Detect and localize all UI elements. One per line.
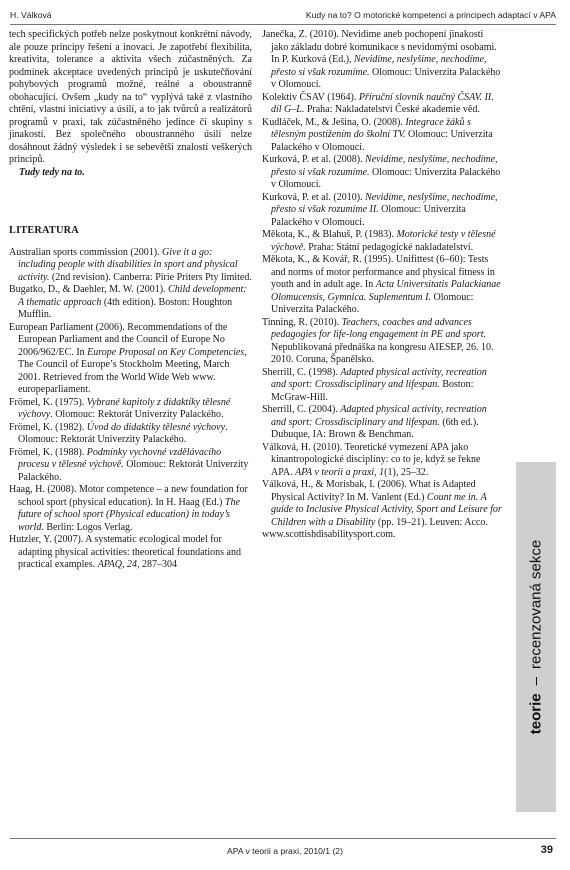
reference-text: Olomouc: Univerzita Palackého v Olomouci. <box>271 166 501 190</box>
reference-title: Úvod do didaktiky tělesné výchovy <box>86 421 226 433</box>
reference-text: Australian sports commission (2001). <box>9 246 163 258</box>
reference-text: Olomouc: Univerzita Palackého. <box>271 291 474 315</box>
reference-item <box>9 484 252 534</box>
section-label-dash: – <box>527 677 545 686</box>
reference-text: Bugatko, D., & Daehler, M. W. (2001). <box>9 284 169 295</box>
reference-item <box>9 284 252 322</box>
reference-text: Sherrill, C. (2004). <box>262 404 341 415</box>
reference-title: Podmínky vychovné vzdělávacího procesu v tělesné výchově. <box>18 446 222 470</box>
reference-item <box>262 229 502 254</box>
reference-text: . Olomouc: Rektorát Univerzity Palackého. <box>50 409 224 420</box>
section-label-rest: recenzovaná sekce <box>527 539 545 670</box>
reference-text: Kudláček, M., & Ješina, O. (2008). <box>262 116 406 128</box>
reference-text: Praha: Státní pedagogické nakladatelství. <box>305 241 474 253</box>
reference-item <box>9 422 252 447</box>
reference-text: Frömel, K. (1975). <box>9 396 87 408</box>
reference-item <box>9 322 252 397</box>
reference-item <box>262 529 502 542</box>
reference-item <box>262 192 502 230</box>
reference-text: Válková, H. (2010). Teoretické vymezení APA jako kinantropologické disciplíny: co to je, když se řekne APA. <box>262 441 481 478</box>
reference-title: Adapted physical activity, recreation and sport: Crossdisciplinary and lifespan. <box>271 404 487 428</box>
literature-heading: LITERATURA <box>9 225 79 236</box>
reference-text: Kurková, P. et al. (2008). <box>262 154 366 165</box>
reference-text: Praha: Nakladatelství České akademie věd. <box>304 104 480 115</box>
reference-item <box>262 117 502 155</box>
reference-item <box>262 367 502 405</box>
reference-title: Child development: A thematic approach <box>18 284 247 308</box>
reference-list-left <box>9 247 252 572</box>
reference-text: Berlin: Logos Verlag. <box>43 521 133 533</box>
closing-motto: Tudy tedy na to. <box>19 166 85 178</box>
reference-title: APA v teorii a praxi, 1 <box>295 466 385 478</box>
reference-title: Nevidíme, neslyšíme, nechodíme, přesto si však rozumíme. <box>271 154 498 178</box>
header-running-title: Kudy na to? O motorické kompetenci a principech adaptací v APA <box>305 10 556 20</box>
reference-text: 287–304 <box>139 559 177 570</box>
reference-item <box>262 254 502 317</box>
reference-text: Hutzler, Y. (2007). A systematic ecological model for adapting physical activities: theoretical foundations and practical examples. <box>9 534 241 570</box>
reference-text: (2nd revision). Canberra: Pirie Priters Pty limited. <box>49 271 252 283</box>
reference-item <box>9 534 252 572</box>
reference-text: Olomouc: Univerzita Palackého v Olomouci. <box>271 66 501 90</box>
reference-text: (1), 25–32. <box>384 466 429 478</box>
reference-item <box>262 404 502 442</box>
reference-text: Tinning, R. (2010). <box>262 316 342 328</box>
reference-text: (4th edition). Boston: Houghton Mufflin. <box>18 296 233 320</box>
reference-title: Europe Proposal on Key Competencies <box>87 346 245 358</box>
reference-title: The future of school sport (Physical education) in today’s world. <box>18 496 240 533</box>
reference-item <box>262 29 502 92</box>
reference-text: Frömel, K. (1982). <box>9 421 87 433</box>
reference-text: , The Council of Europe’s Stockholm Meeting, March 2001. Retrieved from the World Wide Web www. europeparliament. <box>18 346 247 395</box>
reference-text: Nepublikovaná přednáška na kongresu AIESEP, 26. 10. 2010. Coruna, Španělsko. <box>271 341 494 365</box>
reference-title: Motorické testy v tělesné výchově. <box>271 229 496 253</box>
reference-list-right <box>262 29 502 542</box>
closing-paragraph: tech specifických potřeb nelze poskytnout konkrétní návody, ale pouze principy řešení a inovací. Je zapotřebí flexibilita, kreativita, tolerance a aktivita všech zúčastněných. Za podmínek akceptace uvedených principů je uskutečňování pohybových programů možné, reálné a oboustranně obohacující. Ovšem „kudy na to“ vyplývá také z vlastního chtění, vlastní iniciativy a úsilí, a to jak tvůrců a realizátorů programů v praxi, tak zúčastněného jedince či skupiny s jinakostí. Bez společného oboustranného úsilí nelze dosáhnout žádný výsledek i se sebevětší znalostí veškerých principů. <box>9 29 252 165</box>
reference-text: Haag, H. (2008). Motor competence – a new foundation for school sport (physical education). In H. Haag (Ed.) <box>9 484 248 508</box>
reference-item <box>262 154 502 192</box>
left-column <box>9 29 252 572</box>
reference-text: (pp. 19–21). Leuven: Acco. <box>375 516 488 528</box>
reference-text: Měkota, K., & Blahuš, P. (1983). <box>262 229 397 240</box>
reference-item <box>262 442 502 480</box>
reference-title: Nevidíme, neslyšíme, nechodíme, přesto si však rozumíme. <box>271 54 487 78</box>
right-column <box>262 29 502 542</box>
reference-item <box>9 247 252 285</box>
page-number: 39 <box>540 844 553 856</box>
reference-text: www.scottishdisabilitysport.com. <box>262 529 396 540</box>
reference-title: Count me in. A guide to Inclusive Physical Activity, Sport and Leisure for Children with a Disability <box>271 491 502 528</box>
reference-text: Janečka, Z. (2010). Nevidíme aneb pochopení jinakosti jako základu dobré komunikace s nevidomými osobami. In P. Kurková (Ed.), <box>262 29 497 65</box>
footer-rule <box>10 838 556 839</box>
reference-item <box>262 479 502 529</box>
reference-text: European Parliament (2006). Recommendations of the European Parliament and the Council of Europe No 2006/962/EC. In <box>9 321 228 358</box>
reference-title: Příruční slovník naučný ČSAV. II. díl G–L. <box>271 91 494 115</box>
reference-text: Boston: McGraw-Hill. <box>271 379 474 403</box>
section-label <box>528 540 545 734</box>
header-rule <box>10 24 556 25</box>
reference-text: Olomouc: Univerzita Palackého v Olomouci. <box>271 204 466 228</box>
reference-text: Kolektiv ČSAV (1964). <box>262 91 359 103</box>
reference-item <box>9 447 252 485</box>
reference-title: Vybrané kapitoly z didaktiky tělesné výchovy <box>18 396 231 420</box>
reference-title: Give it a go: including people with disabilities in sport and physical activity. <box>18 246 238 283</box>
reference-text: Kurková, P. et al. (2010). <box>262 191 366 203</box>
reference-text: Olomouc: Univerzita Palackého v Olomouci. <box>271 129 493 153</box>
reference-title: Teachers, coaches and advances pedagogies for life-long engagement in PE and sport. <box>271 316 486 340</box>
reference-title: Adapted physical activity, recreation and sport: Crossdisciplinary and lifespan. <box>271 366 487 390</box>
section-sidebar <box>516 462 556 812</box>
reference-title: APAQ, 24, <box>97 559 140 570</box>
reference-text: Válková, H., & Morisbak, I. (2006). What is Adapted Physical Activity? In M. Vanlent (Ed.) <box>262 479 476 503</box>
reference-title: Integrace žáků s tělesným postižením do školní TV. <box>271 116 471 140</box>
reference-title: Nevidíme, neslyšíme, nechodíme, přesto si však rozumíme II. <box>271 191 498 215</box>
footer-journal: APA v teorii a praxi, 2010/1 (2) <box>227 846 343 856</box>
reference-text: Sherrill, C. (1998). <box>262 366 341 378</box>
section-label-strong: teorie <box>527 693 545 735</box>
reference-text: . Olomouc: Rektorát Univerzity Palackého. <box>18 421 228 445</box>
reference-text: Měkota, K., & Kovář, R. (1995). Unifittest (6–60): Tests and norms of motor performance and physical fitness in youth and in adult age. In <box>262 254 495 290</box>
reference-text: (6th ed.). Dubuque, IA: Brown & Benchman. <box>271 416 479 440</box>
reference-item <box>262 92 502 117</box>
reference-text: Olomouc: Rektorát Univerzity Palackého. <box>18 459 249 483</box>
reference-title: Acta Universitatis Palackianae Olomucensis, Gymnica. Suplementum I. <box>271 279 501 303</box>
reference-item <box>9 397 252 422</box>
running-head <box>10 10 556 20</box>
reference-text: Frömel, K. (1988). <box>9 446 87 458</box>
reference-item <box>262 317 502 367</box>
header-author: H. Válková <box>10 10 52 20</box>
